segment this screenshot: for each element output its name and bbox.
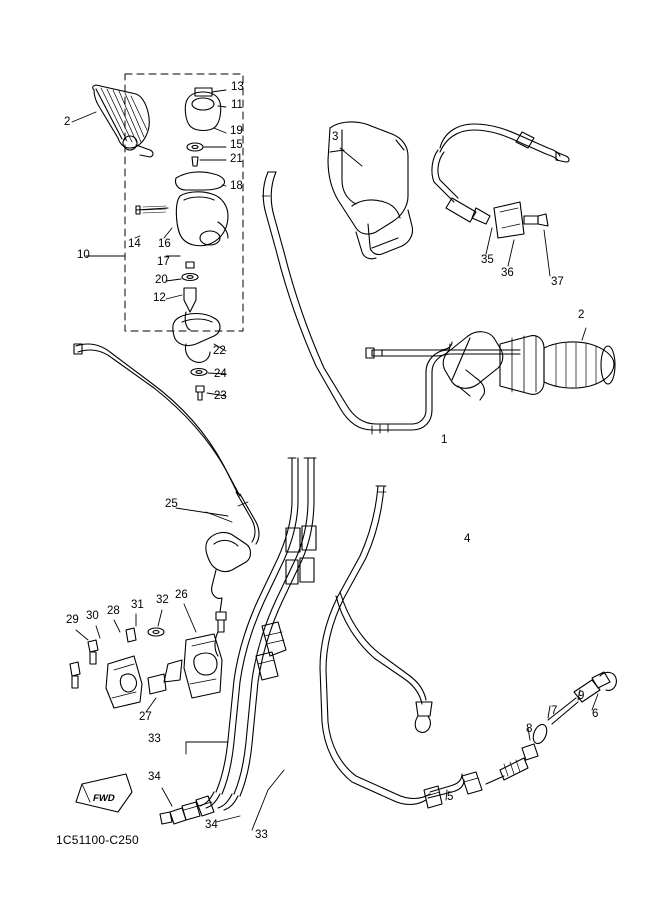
callout-11: 11 [231,99,243,111]
callout-22: 22 [213,345,226,357]
callout-8: 8 [526,723,533,735]
callout-14: 14 [128,238,141,250]
callout-27: 27 [139,711,152,723]
callout-24: 24 [214,368,227,380]
callout-2: 2 [64,116,71,128]
callout-18: 18 [230,180,243,192]
callout-29: 29 [66,614,79,626]
callout-17: 17 [157,256,170,268]
callout-15: 15 [230,139,243,151]
callout-34-lower: 34 [205,819,218,831]
callout-9: 9 [578,690,585,702]
callout-5: 5 [447,791,454,803]
callout-28: 28 [107,605,120,617]
callout-3: 3 [332,131,339,143]
callout-13: 13 [231,81,244,93]
callout-16: 16 [158,238,171,250]
callout-36: 36 [501,267,514,279]
callout-12: 12 [153,292,166,304]
callout-20: 20 [155,274,168,286]
callout-23: 23 [214,390,227,402]
callout-37: 37 [551,276,564,288]
callout-19: 19 [230,125,243,137]
part-number-code: 1C51100-C250 [56,833,139,847]
callout-35: 35 [481,254,494,266]
callout-26: 26 [175,589,188,601]
callout-32: 32 [156,594,169,606]
callout-10: 10 [77,249,90,261]
callout-34: 34 [148,771,161,783]
callout-33: 33 [148,733,161,745]
callout-4: 4 [464,533,471,545]
callout-6: 6 [592,708,599,720]
callout-31: 31 [131,599,144,611]
callout-33-lower: 33 [255,829,268,841]
callout-21: 21 [230,153,243,165]
callout-1: 1 [441,434,448,446]
callout-30: 30 [86,610,99,622]
callout-2-right: 2 [578,309,585,321]
fwd-direction-label: FWD [91,793,116,804]
callout-25: 25 [165,498,178,510]
callout-7: 7 [551,705,558,717]
